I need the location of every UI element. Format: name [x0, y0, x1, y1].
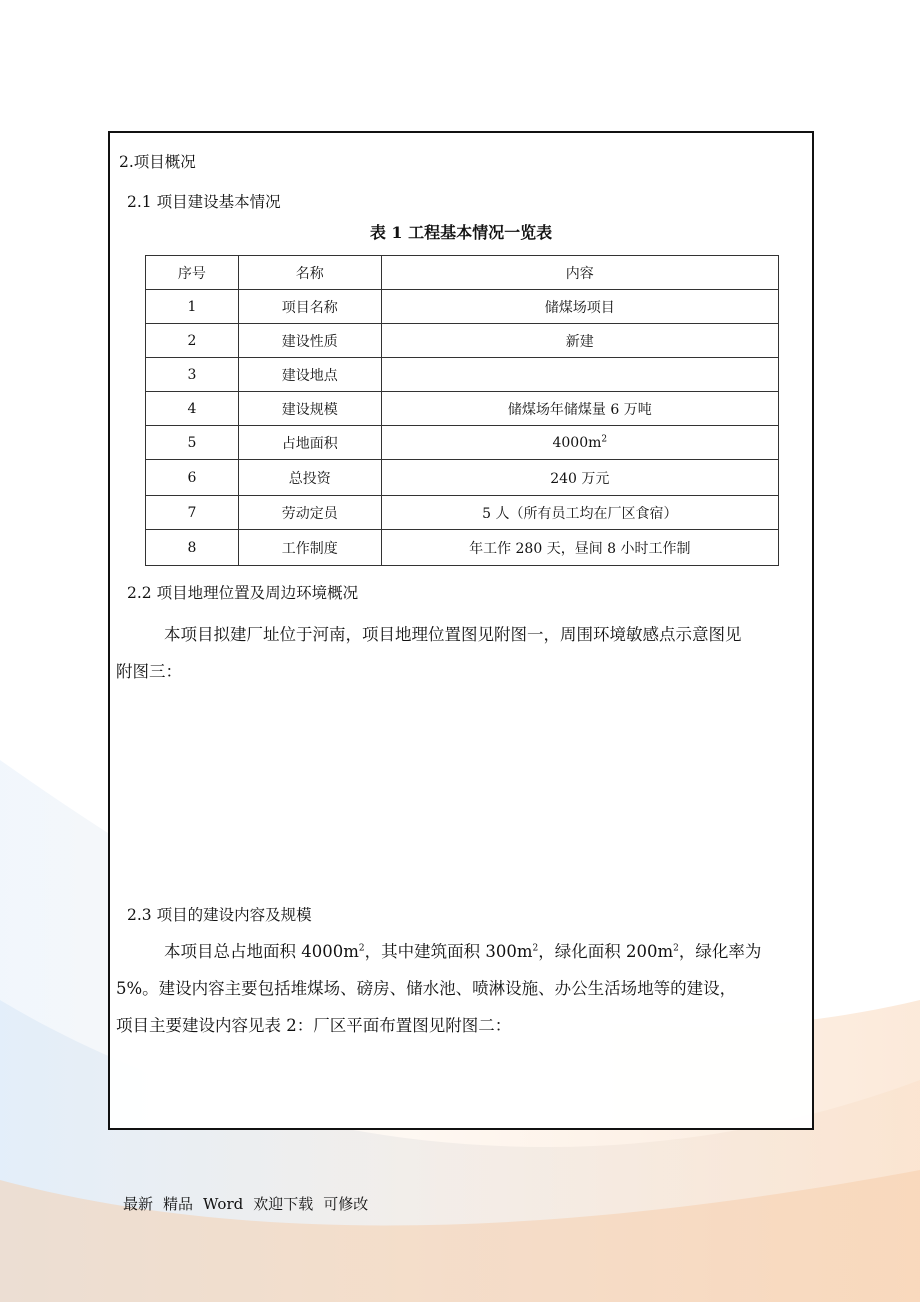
superscript: 2 [532, 943, 539, 954]
subsection-2-1: 2.1 项目建设基本情况 [127, 193, 281, 211]
subsection-2-3: 2.3 项目的建设内容及规模 [127, 906, 312, 924]
scale-line-1 [116, 933, 810, 970]
cell-content: 5 人（所有员工均在厂区食宿） [381, 496, 778, 530]
superscript: 2 [358, 943, 365, 954]
table-row [146, 290, 779, 324]
table-row [146, 496, 779, 530]
subsection-2-2: 2.2 项目地理位置及周边环境概况 [127, 584, 359, 602]
table-row [146, 324, 779, 358]
cell-name: 总投资 [238, 460, 381, 496]
header-content: 内容 [381, 256, 778, 290]
location-line-1: 本项目拟建厂址位于河南，项目地理位置图见附图一，周围环境敏感点示意图见 [164, 625, 742, 644]
cell-index: 7 [146, 496, 239, 530]
location-line-2: 附图三： [116, 662, 182, 681]
cell-name: 建设规模 [238, 392, 381, 426]
scale-text-d: ，绿化率为 [678, 942, 762, 961]
footer-word-4: 欢迎下载 [253, 1195, 314, 1213]
cell-index: 2 [146, 324, 239, 358]
location-paragraph [116, 616, 810, 690]
cell-content [381, 426, 778, 460]
cell-content: 储煤场年储煤量 6 万吨 [381, 392, 778, 426]
area-value: 4000m [552, 434, 602, 451]
header-name: 名称 [238, 256, 381, 290]
footer-word-3: Word [203, 1195, 244, 1213]
scale-paragraph [116, 933, 810, 1044]
cell-name: 项目名称 [238, 290, 381, 324]
cell-name: 劳动定员 [238, 496, 381, 530]
cell-content [381, 358, 778, 392]
cell-index: 6 [146, 460, 239, 496]
cell-content: 新建 [381, 324, 778, 358]
table-row [146, 460, 779, 496]
footer-word-5: 可修改 [323, 1195, 369, 1213]
table-row [146, 392, 779, 426]
section-title: 2.项目概况 [119, 153, 196, 171]
footer-word-1: 最新 [123, 1195, 154, 1213]
area-unit-superscript: 2 [601, 433, 608, 444]
scale-text-c: ，绿化面积 200m [538, 942, 674, 961]
cell-content: 年工作 280 天，昼间 8 小时工作制 [381, 530, 778, 566]
cell-index: 4 [146, 392, 239, 426]
cell-index: 8 [146, 530, 239, 566]
scale-line-3: 项目主要建设内容见表 2：厂区平面布置图见附图二： [116, 1016, 512, 1035]
cell-index: 1 [146, 290, 239, 324]
cell-content: 240 万元 [381, 460, 778, 496]
cell-name: 建设地点 [238, 358, 381, 392]
scale-line-2: 5%。建设内容主要包括堆煤场、磅房、储水池、喷淋设施、办公生活场地等的建设， [116, 979, 737, 998]
superscript: 2 [673, 943, 679, 954]
cell-name: 占地面积 [238, 426, 381, 460]
cell-name: 工作制度 [238, 530, 381, 566]
cell-content: 储煤场项目 [381, 290, 778, 324]
table-row [146, 358, 779, 392]
cell-name: 建设性质 [238, 324, 381, 358]
table-header-row [146, 256, 779, 290]
basic-info-table [145, 255, 779, 566]
table-caption: 表 1 工程基本情况一览表 [369, 223, 553, 242]
cell-index: 5 [146, 426, 239, 460]
scale-text-b: ，其中建筑面积 300m [364, 942, 533, 961]
table-row [146, 530, 779, 566]
scale-text-a: 本项目总占地面积 4000m [164, 942, 359, 961]
footer-note [123, 1193, 378, 1214]
cell-index: 3 [146, 358, 239, 392]
footer-word-2: 精品 [163, 1195, 194, 1213]
table-row [146, 426, 779, 460]
header-index: 序号 [146, 256, 239, 290]
content-frame [108, 131, 814, 1130]
